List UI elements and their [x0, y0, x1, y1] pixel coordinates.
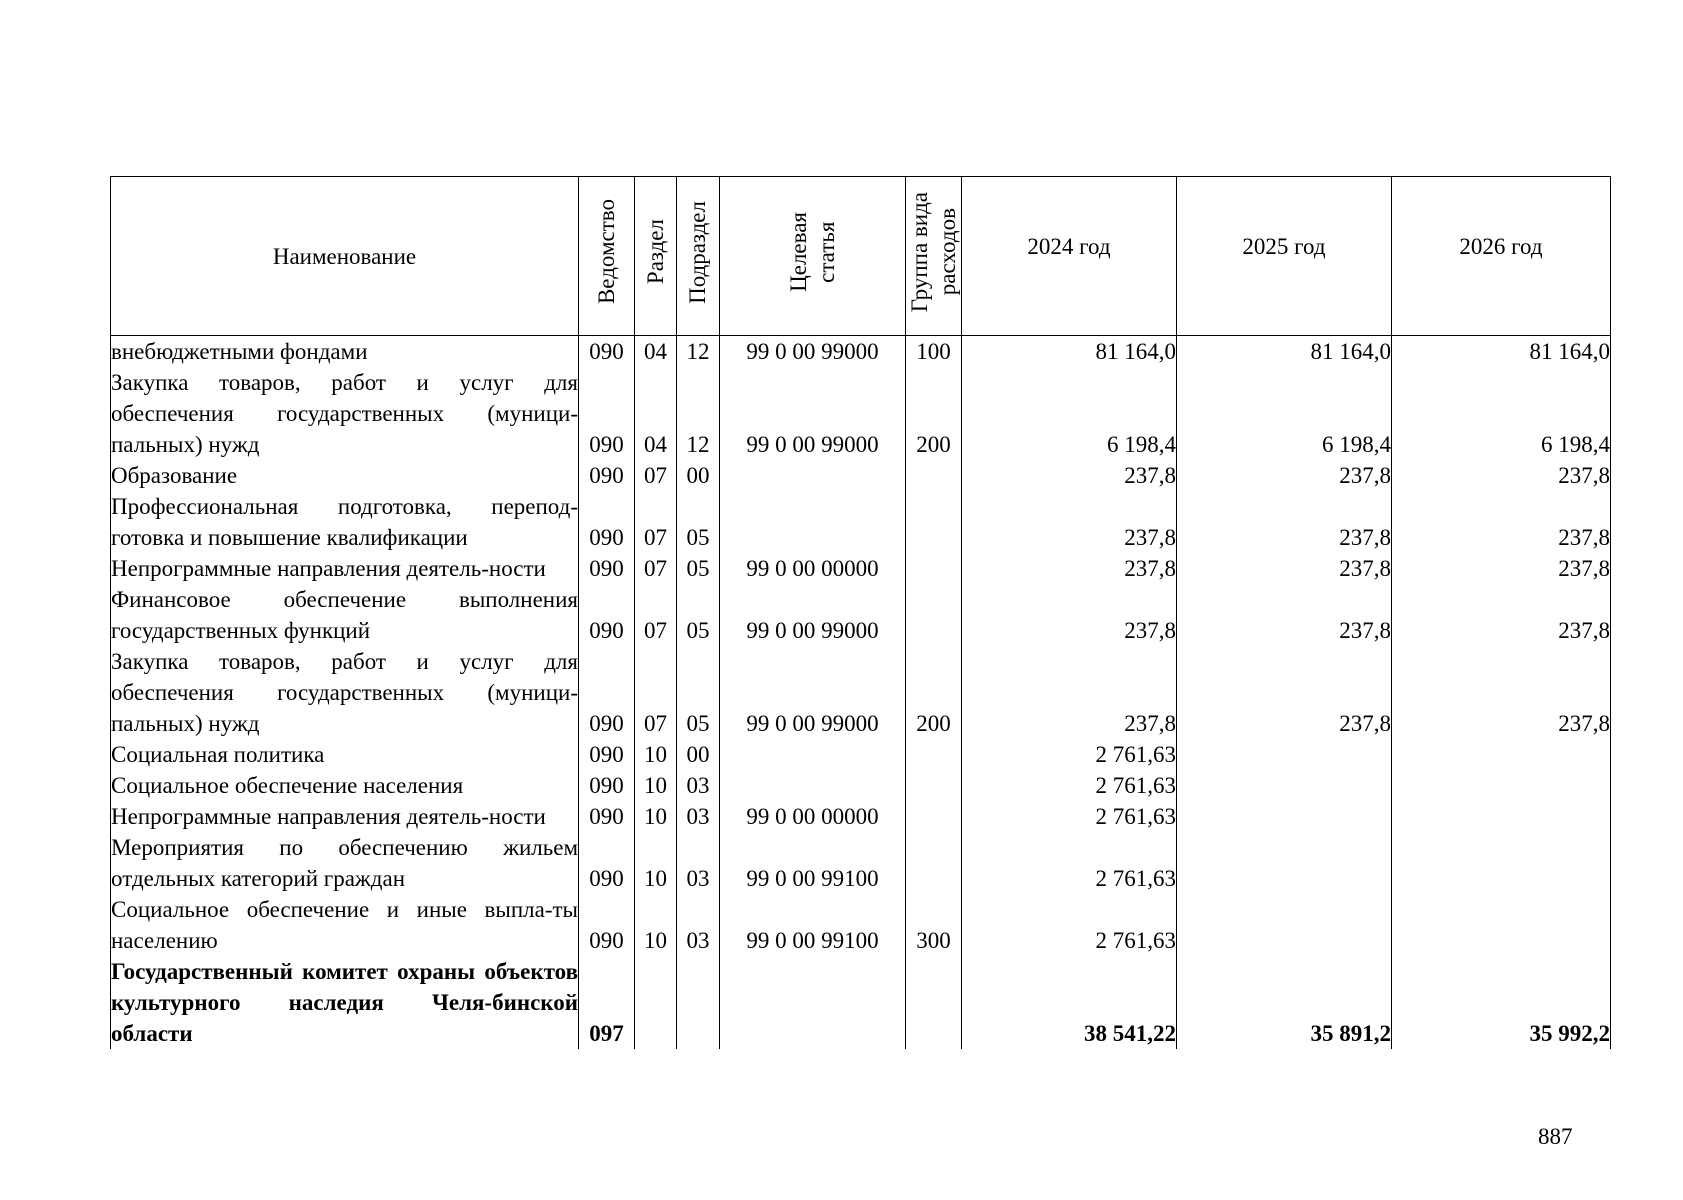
cell-2026: [1392, 832, 1611, 894]
cell-2024: 237,8: [962, 491, 1177, 553]
table-row: [111, 894, 1611, 956]
cell-group: [906, 801, 962, 832]
table-row: [111, 739, 1611, 770]
cell-2025: 237,8: [1177, 646, 1392, 739]
header-department: Ведомство: [579, 177, 635, 336]
cell-group: 200: [906, 646, 962, 739]
header-subsection: Подраздел: [677, 177, 720, 336]
header-target-line2: статья: [813, 221, 839, 283]
cell-name: Непрограммные направления деятель-ности: [111, 801, 579, 832]
cell-department: 090: [579, 770, 635, 801]
table-row: [111, 367, 1611, 460]
cell-2025: 237,8: [1177, 460, 1392, 491]
cell-2024: 237,8: [962, 553, 1177, 584]
cell-name: Финансовое обеспечение выполнения государственных функций: [111, 584, 579, 646]
cell-name: Государственный комитет охраны объектов культурного наследия Челя-бинской области: [111, 956, 579, 1049]
cell-2026: [1392, 894, 1611, 956]
cell-subsection: 00: [677, 460, 720, 491]
cell-2025: [1177, 894, 1392, 956]
cell-section: 07: [635, 584, 677, 646]
cell-department: 090: [579, 491, 635, 553]
cell-group: 300: [906, 894, 962, 956]
cell-name: Закупка товаров, работ и услуг для обеспечения государственных (муници-пальных) нужд: [111, 646, 579, 739]
cell-department: 090: [579, 336, 635, 368]
cell-target: 99 0 00 99000: [720, 367, 906, 460]
cell-2024: 81 164,0: [962, 336, 1177, 368]
header-group-line1: Группа вида: [907, 191, 932, 313]
cell-section: 04: [635, 367, 677, 460]
cell-name: Мероприятия по обеспечению жильем отдельных категорий граждан: [111, 832, 579, 894]
table-row: [111, 646, 1611, 739]
cell-2024: 237,8: [962, 584, 1177, 646]
cell-subsection: [677, 956, 720, 1049]
cell-target: 99 0 00 99000: [720, 336, 906, 368]
budget-table: [110, 176, 1611, 1049]
cell-target: 99 0 00 00000: [720, 801, 906, 832]
cell-target: [720, 770, 906, 801]
cell-group: [906, 584, 962, 646]
cell-2026: 237,8: [1392, 460, 1611, 491]
cell-section: 10: [635, 770, 677, 801]
table-body: [111, 336, 1611, 1050]
table-header-row: [111, 177, 1611, 336]
cell-group: [906, 770, 962, 801]
cell-name: внебюджетными фондами: [111, 336, 579, 368]
cell-section: 04: [635, 336, 677, 368]
cell-2026: [1392, 739, 1611, 770]
cell-2026: 35 992,2: [1392, 956, 1611, 1049]
header-year-2025: 2025 год: [1177, 177, 1392, 336]
cell-section: 07: [635, 491, 677, 553]
cell-target: [720, 460, 906, 491]
cell-group: [906, 956, 962, 1049]
table-row: [111, 460, 1611, 491]
table-row: [111, 336, 1611, 368]
cell-subsection: 03: [677, 894, 720, 956]
cell-subsection: 03: [677, 801, 720, 832]
cell-2025: [1177, 832, 1392, 894]
cell-2024: 2 761,63: [962, 770, 1177, 801]
header-target-line1: Целевая: [785, 212, 811, 292]
cell-2026: 6 198,4: [1392, 367, 1611, 460]
cell-section: 07: [635, 460, 677, 491]
cell-target: [720, 956, 906, 1049]
header-year-2026: 2026 год: [1392, 177, 1611, 336]
cell-department: 090: [579, 584, 635, 646]
cell-target: [720, 739, 906, 770]
table-row: [111, 956, 1611, 1049]
cell-subsection: 05: [677, 491, 720, 553]
table-row: [111, 491, 1611, 553]
cell-department: 090: [579, 739, 635, 770]
cell-2024: 2 761,63: [962, 801, 1177, 832]
table-row: [111, 584, 1611, 646]
cell-subsection: 05: [677, 584, 720, 646]
cell-target: 99 0 00 99000: [720, 584, 906, 646]
cell-section: 10: [635, 739, 677, 770]
table-row: [111, 770, 1611, 801]
header-section: Раздел: [635, 177, 677, 336]
cell-2026: 237,8: [1392, 646, 1611, 739]
cell-2025: 35 891,2: [1177, 956, 1392, 1049]
header-name: Наименование: [111, 177, 579, 336]
cell-name: Социальная политика: [111, 739, 579, 770]
cell-2024: 237,8: [962, 460, 1177, 491]
header-target: [720, 177, 906, 336]
cell-department: 090: [579, 367, 635, 460]
cell-department: 090: [579, 832, 635, 894]
table-row: [111, 832, 1611, 894]
cell-2025: [1177, 801, 1392, 832]
cell-subsection: 12: [677, 336, 720, 368]
cell-2025: 237,8: [1177, 584, 1392, 646]
cell-name: Закупка товаров, работ и услуг для обеспечения государственных (муници-пальных) нужд: [111, 367, 579, 460]
cell-target: [720, 491, 906, 553]
cell-department: 090: [579, 646, 635, 739]
cell-group: [906, 553, 962, 584]
cell-group: [906, 832, 962, 894]
cell-subsection: 12: [677, 367, 720, 460]
cell-2026: 237,8: [1392, 491, 1611, 553]
cell-target: 99 0 00 99100: [720, 832, 906, 894]
cell-subsection: 05: [677, 553, 720, 584]
cell-2025: 6 198,4: [1177, 367, 1392, 460]
cell-section: 10: [635, 894, 677, 956]
table-row: [111, 801, 1611, 832]
cell-2024: 38 541,22: [962, 956, 1177, 1049]
cell-group: [906, 739, 962, 770]
cell-target: 99 0 00 99100: [720, 894, 906, 956]
cell-2026: [1392, 770, 1611, 801]
header-group: [906, 177, 962, 336]
cell-name: Непрограммные направления деятель-ности: [111, 553, 579, 584]
cell-department: 090: [579, 553, 635, 584]
cell-department: 090: [579, 801, 635, 832]
cell-2024: 2 761,63: [962, 739, 1177, 770]
cell-subsection: 05: [677, 646, 720, 739]
cell-target: 99 0 00 99000: [720, 646, 906, 739]
table-row: [111, 553, 1611, 584]
cell-section: 10: [635, 832, 677, 894]
cell-section: 10: [635, 801, 677, 832]
cell-subsection: 03: [677, 832, 720, 894]
cell-2025: [1177, 770, 1392, 801]
cell-target: 99 0 00 00000: [720, 553, 906, 584]
cell-2026: 237,8: [1392, 553, 1611, 584]
cell-2025: 237,8: [1177, 553, 1392, 584]
cell-2026: [1392, 801, 1611, 832]
cell-2025: [1177, 739, 1392, 770]
cell-section: 07: [635, 646, 677, 739]
header-year-2024: 2024 год: [962, 177, 1177, 336]
cell-group: 200: [906, 367, 962, 460]
cell-2026: 237,8: [1392, 584, 1611, 646]
cell-2024: 6 198,4: [962, 367, 1177, 460]
cell-group: 100: [906, 336, 962, 368]
cell-group: [906, 460, 962, 491]
cell-2025: 237,8: [1177, 491, 1392, 553]
cell-2024: 2 761,63: [962, 832, 1177, 894]
cell-section: 07: [635, 553, 677, 584]
cell-department: 090: [579, 460, 635, 491]
cell-group: [906, 491, 962, 553]
cell-2024: 2 761,63: [962, 894, 1177, 956]
header-group-line2: расходов: [935, 208, 960, 296]
cell-subsection: 00: [677, 739, 720, 770]
cell-department: 097: [579, 956, 635, 1049]
cell-2024: 237,8: [962, 646, 1177, 739]
cell-section: [635, 956, 677, 1049]
page-number: 887: [1538, 1124, 1573, 1149]
cell-department: 090: [579, 894, 635, 956]
cell-name: Социальное обеспечение населения: [111, 770, 579, 801]
cell-name: Профессиональная подготовка, перепод-готовка и повышение квалификации: [111, 491, 579, 553]
cell-name: Социальное обеспечение и иные выпла-ты населению: [111, 894, 579, 956]
cell-2025: 81 164,0: [1177, 336, 1392, 368]
cell-2026: 81 164,0: [1392, 336, 1611, 368]
cell-name: Образование: [111, 460, 579, 491]
cell-subsection: 03: [677, 770, 720, 801]
